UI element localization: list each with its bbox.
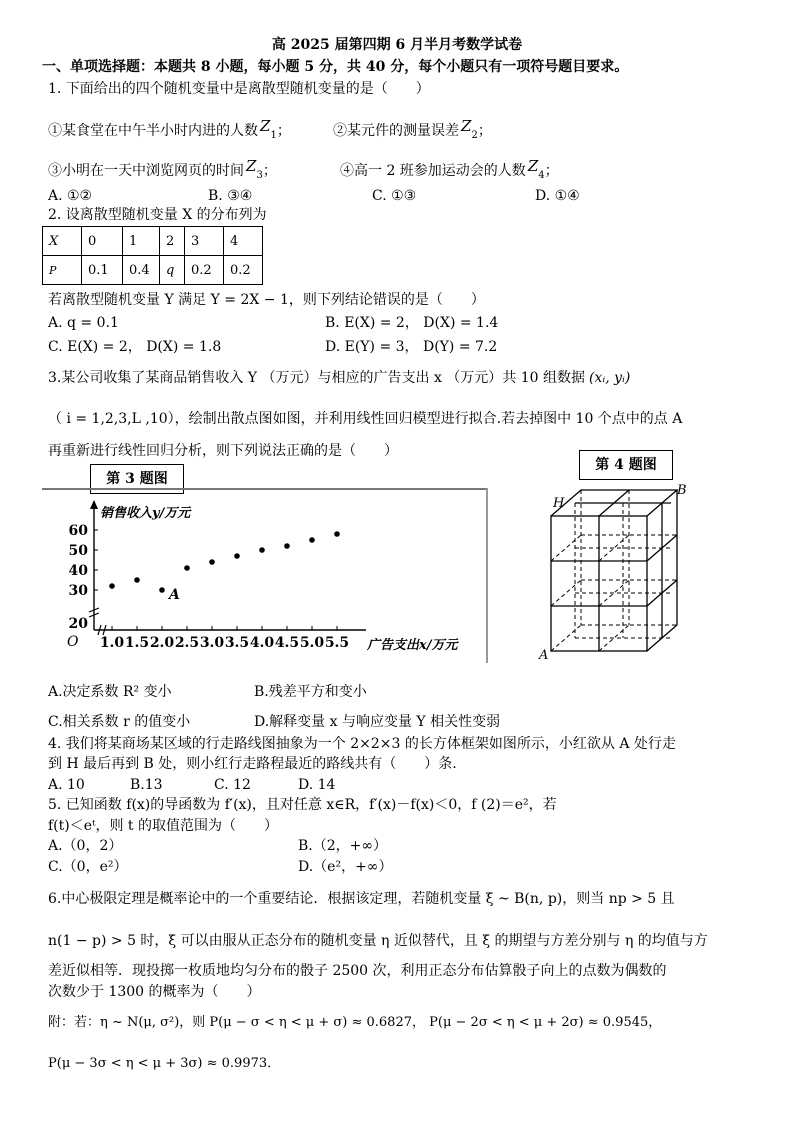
q2-condition: 若离散型随机变量 Y 满足 Y = 2X − 1，则下列结论错误的是（ ） [48, 292, 485, 308]
x-tick-label: 1.5 [124, 635, 150, 651]
vertex-a-label: A [539, 648, 549, 663]
y-axis-arrow [90, 500, 98, 509]
distribution-table [42, 226, 263, 285]
vertex-b-label: B [677, 483, 687, 498]
cuboid-frame-figure [535, 478, 695, 663]
data-point [334, 531, 340, 537]
table-cell: 2 [160, 227, 185, 256]
q6-line4: 次数少于 1300 的概率为（ ） [48, 984, 261, 1000]
q3-option-d: D.解释变量 x 与响应变量 Y 相关性变弱 [254, 714, 501, 730]
table-cell: X [43, 227, 82, 256]
y-axis-label: 销售收入y/万元 [100, 506, 191, 521]
q3-option-c: C.相关系数 r 的值变小 [48, 714, 191, 730]
x-tick-label: 4.5 [274, 635, 300, 651]
table-row [43, 256, 263, 285]
q1-stem: 1. 下面给出的四个随机变量中是离散型随机变量的是（ ） [48, 81, 430, 97]
x-tick-label: 5.5 [324, 635, 350, 651]
table-row [43, 227, 263, 256]
q1-option-d: D. ①④ [535, 188, 580, 204]
x-tick-label: 3.0 [199, 635, 225, 651]
q5-line2: f(t)＜eᵗ，则 t 的取值范围为（ ） [48, 818, 278, 834]
q5-option-c: C.（0，e²） [48, 859, 128, 875]
q5-option-d: D.（e²，+∞） [298, 859, 393, 875]
vertex-h-label: H [553, 496, 565, 511]
data-point [109, 583, 115, 589]
q4-line2: 到 H 最后再到 B 处，则小红行走路程最近的路线共有（ ）条. [48, 756, 457, 772]
q6-note1: 附：若：η ~ N(μ, σ²)，则 P(μ − σ < η < μ + σ) ≈ 0.6827， P(μ − 2σ < η < μ + 2σ) ≈ 0.9545， [48, 1015, 662, 1030]
q6-line2: n(1 − p) > 5 时，ξ 可以由服从正态分布的随机变量 η 近似替代，且 ξ 的期望与方差分别与 η 的均值与方 [48, 933, 708, 949]
q2-stem: 2. 设离散型随机变量 X 的分布列为 [48, 207, 267, 223]
q6-line1: 6.中心极限定理是概率论中的一个重要结论．根据该定理，若随机变量 ξ ~ B(n, p)，则当 np > 5 且 [48, 891, 675, 907]
data-point [284, 543, 290, 549]
figure-divider-vertical [486, 488, 488, 663]
y-tick-label: 50 [68, 543, 88, 559]
q3-line3: 再重新进行线性回归分析，则下列说法正确的是（ ） [48, 443, 398, 459]
data-point [159, 587, 165, 593]
q1-item4: ④高一 2 班参加运动会的人数 $Z_4$； [340, 157, 559, 181]
exam-title: 高 2025 届第四期 6 月半月考数学试卷 [271, 37, 523, 53]
data-point [184, 565, 190, 571]
table-cell: 3 [185, 227, 224, 256]
data-point [309, 537, 315, 543]
q4-line1: 4. 我们将某商场某区域的行走路线图抽象为一个 2×2×3 的长方体框架如图所示，小红欲从 A 处行走 [48, 736, 676, 752]
table-cell: 0.2 [224, 256, 263, 285]
x-tick-label: 3.5 [224, 635, 250, 651]
q2-option-d: D. E(Y) = 3， D(Y) = 7.2 [325, 339, 498, 355]
q2-option-c: C. E(X) = 2， D(X) = 1.8 [48, 339, 222, 355]
q4-option-c: C. 12 [214, 777, 251, 793]
data-point [134, 577, 140, 583]
x-tick-label: 2.0 [149, 635, 175, 651]
table-cell: 0.2 [185, 256, 224, 285]
q3-option-b: B.残差平方和变小 [254, 684, 367, 700]
q3-option-a: A.决定系数 R² 变小 [48, 684, 172, 700]
x-tick-label: 4.0 [249, 635, 275, 651]
q2-option-b: B. E(X) = 2， D(X) = 1.4 [325, 315, 499, 331]
q5-line1: 5. 已知函数 f(x)的导函数为 f′(x)，且对任意 x∈R，f′(x)－f(x)＜0，f (2)＝e²，若 [48, 797, 557, 813]
q3-line2: （ i = 1,2,3,L ,10），绘制出散点图如图，并利用线性回归模型进行拟合.若去掉图中 10 个点中的点 A [48, 411, 683, 427]
table-cell: q [160, 256, 185, 285]
table-cell: 0.4 [123, 256, 160, 285]
y-tick-label: 30 [68, 583, 88, 599]
q4-figure-label: 第 4 题图 [579, 450, 673, 480]
table-cell: 0 [82, 227, 123, 256]
q3-line1: 3.某公司收集了某商品销售收入 Y （万元）与相应的广告支出 x （万元）共 10 组数据 (xᵢ, yᵢ) [48, 370, 631, 386]
data-point [259, 547, 265, 553]
q5-option-b: B.（2，+∞） [298, 838, 388, 854]
q1-item1: ①某食堂在中午半小时内进的人数 $Z_1$； [48, 117, 291, 141]
q6-note2: P(μ − 3σ < η < μ + 3σ) ≈ 0.9973． [48, 1056, 281, 1071]
point-a-label: A [169, 587, 180, 603]
scatter-chart [44, 490, 484, 660]
origin-label: O [67, 634, 79, 650]
table-cell: P [43, 256, 82, 285]
section-heading: 一、单项选择题：本题共 8 小题，每小题 5 分，共 40 分，每个小题只有一项符号题目要求。 [42, 59, 629, 75]
q4-option-a: A. 10 [48, 777, 85, 793]
table-cell: 4 [224, 227, 263, 256]
q4-option-b: B.13 [130, 777, 163, 793]
q3-figure-label: 第 3 题图 [90, 464, 184, 494]
q1-item2: ②某元件的测量误差 $Z_2$； [333, 117, 492, 141]
table-cell: 1 [123, 227, 160, 256]
y-tick-label: 20 [68, 616, 88, 632]
y-tick-label: 40 [68, 563, 88, 579]
q5-option-a: A.（0，2） [48, 838, 123, 854]
table-cell: 0.1 [82, 256, 123, 285]
x-axis-label: 广告支出x/万元 [367, 638, 458, 653]
x-tick-label: 2.5 [174, 635, 200, 651]
q4-option-d: D. 14 [298, 777, 336, 793]
x-tick-label: 5.0 [299, 635, 325, 651]
q1-option-b: B. ③④ [208, 188, 253, 204]
data-point [234, 553, 240, 559]
y-tick-label: 60 [68, 523, 88, 539]
data-point [209, 559, 215, 565]
q1-item3: ③小明在一天中浏览网页的时间 $Z_3$； [48, 157, 277, 181]
q2-option-a: A. q = 0.1 [48, 315, 119, 331]
x-tick-label: 1.0 [99, 635, 125, 651]
q1-option-c: C. ①③ [372, 188, 417, 204]
q6-line3: 差近似相等．现投掷一枚质地均匀分布的骰子 2500 次，利用正态分布估算骰子向上的点数为偶数的 [48, 963, 667, 979]
q1-option-a: A. ①② [48, 188, 93, 204]
